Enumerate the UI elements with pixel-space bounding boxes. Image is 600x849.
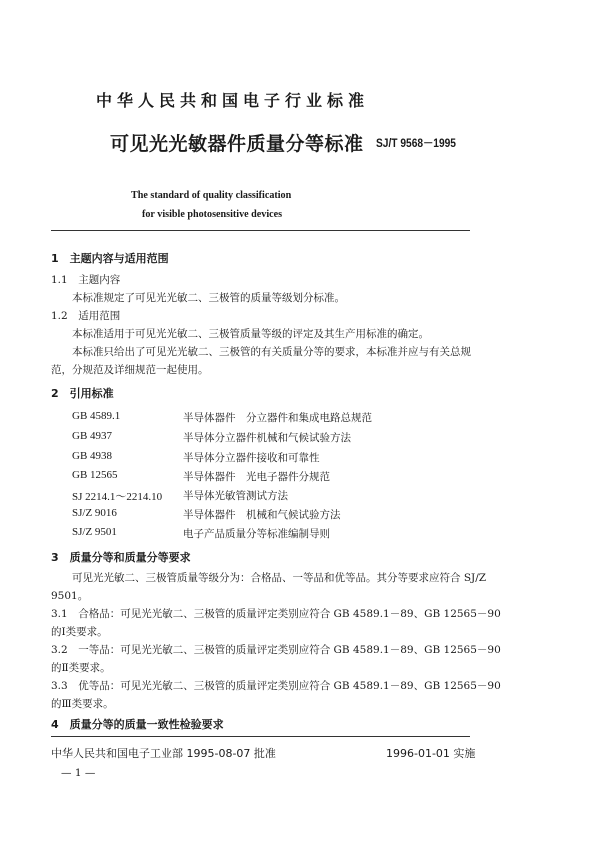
document-title-en-line2: for visible photosensitive devices xyxy=(142,208,283,220)
reference-title: 半导体分立器件接收和可靠性 xyxy=(183,452,320,464)
header-divider xyxy=(51,230,470,231)
page-number: — 1 — xyxy=(61,767,96,779)
section-1-2-heading: 1.2 适用范围 xyxy=(51,310,121,322)
effective-date: 1996-01-01 实施 xyxy=(386,747,476,760)
reference-title: 电子产品质量分等标准编制导则 xyxy=(183,528,330,540)
section-3-2-text-a: 3.2 一等品：可见光光敏二、三极管的质量评定类别应符合 GB 4589.1－89、GB 12565－90 xyxy=(51,644,501,656)
reference-title: 半导体器件 机械和气候试验方法 xyxy=(183,509,341,521)
approval-statement: 中华人民共和国电子工业部 1995-08-07 批准 xyxy=(51,747,276,760)
reference-code: SJ/Z 9016 xyxy=(72,507,117,519)
document-title-cn: 可见光光敏器件质量分等标准 xyxy=(110,133,364,155)
reference-code: SJ 2214.1～2214.10 xyxy=(72,491,163,503)
section-1-2-text1: 本标准适用于可见光光敏二、三极管质量等级的评定及其生产用标准的确定。 xyxy=(72,328,429,340)
section-3-1-text-a: 3.1 合格品：可见光光敏二、三极管的质量评定类别应符合 GB 4589.1－89、GB 12565－90 xyxy=(51,608,501,620)
footer-divider xyxy=(51,736,470,737)
section-3-1-text-b: 的Ⅰ类要求。 xyxy=(51,626,108,638)
section-3-2-text-b: 的Ⅱ类要求。 xyxy=(51,662,111,674)
section-1-2-text2b: 范，分规范及详细规范一起使用。 xyxy=(51,364,209,376)
section-2-heading: 2 引用标准 xyxy=(51,387,114,400)
reference-title: 半导体器件 分立器件和集成电路总规范 xyxy=(183,412,372,424)
section-1-2-text2a: 本标准只给出了可见光光敏二、三极管的有关质量分等的要求，本标准并应与有关总规 xyxy=(72,346,471,358)
reference-code: GB 12565 xyxy=(72,469,118,481)
reference-code: GB 4938 xyxy=(72,450,113,462)
section-3-3-text-b: 的Ⅲ类要求。 xyxy=(51,698,114,710)
issuing-organization: 中华人民共和国电子行业标准 xyxy=(96,91,370,110)
section-4-heading: 4 质量分等的质量一致性检验要求 xyxy=(51,718,224,731)
reference-code: GB 4937 xyxy=(72,430,113,442)
document-title-en-line1: The standard of quality classification xyxy=(131,189,292,201)
reference-code: GB 4589.1 xyxy=(72,410,121,422)
section-1-1-heading: 1.1 主题内容 xyxy=(51,274,121,286)
reference-code: SJ/Z 9501 xyxy=(72,526,117,538)
reference-title: 半导体分立器件机械和气候试验方法 xyxy=(183,432,351,444)
reference-title: 半导体器件 光电子器件分规范 xyxy=(183,471,330,483)
section-3-3-text-a: 3.3 优等品：可见光光敏二、三极管的质量评定类别应符合 GB 4589.1－89、GB 12565－90 xyxy=(51,680,501,692)
section-3-heading: 3 质量分等和质量分等要求 xyxy=(51,551,191,564)
section-3-intro-b: 9501。 xyxy=(51,590,89,602)
standard-code: SJ/T 9568－1995 xyxy=(376,136,456,150)
reference-title: 半导体光敏管测试方法 xyxy=(183,490,288,502)
section-1-1-text: 本标准规定了可见光光敏二、三极管的质量等级划分标准。 xyxy=(72,292,345,304)
section-3-intro-a: 可见光光敏二、三极管质量等级分为：合格品、一等品和优等品。其分等要求应符合 SJ/Z xyxy=(72,572,487,584)
section-1-heading: 1 主题内容与适用范围 xyxy=(51,252,169,265)
